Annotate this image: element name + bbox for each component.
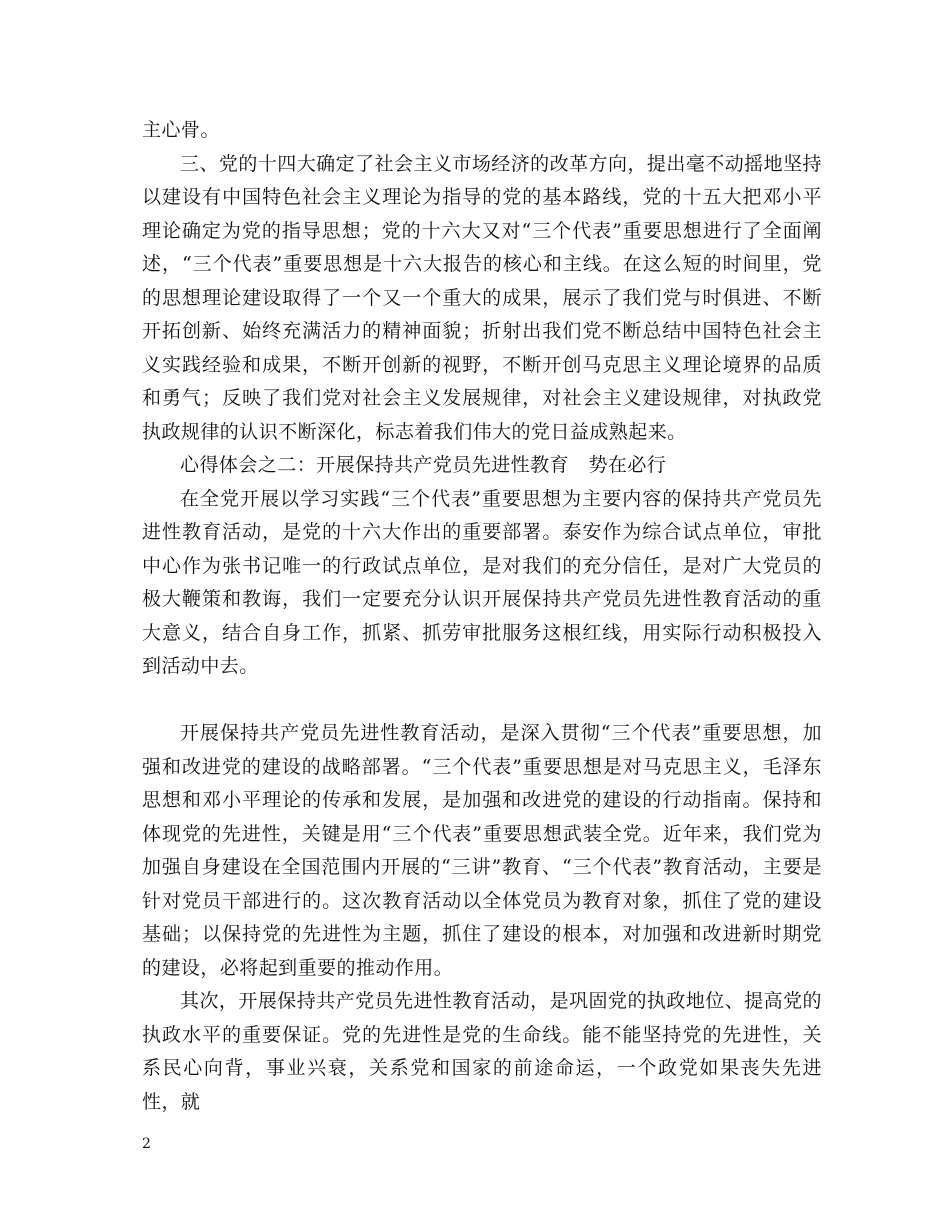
paragraph-continuation: 主心骨。 — [142, 119, 220, 141]
paragraph-section-three: 三、党的十四大确定了社会主义市场经济的改革方向，提出毫不动摇地坚持以建设有中国特色社会主义理论为指导的党的基本路线，党的十五大把邓小平理论确定为党的指导思想；党的十六大又对“三个代表”重要思想进行了全面阐述，“三个代表”重要思想是十六大报告的核心和主线。在这么短的时间里，党的思想理论建设取得了一个又一个重大的成果，展示了我们党与时俱进、不断开拓创新、始终充满活力的精神面貌；折射出我们党不断总结中国特色社会主义实践经验和成果，不断开创新的视野，不断开创马克思主义理论境界的品质和勇气；反映了我们党对社会主义发展规律，对社会主义建设规律，对执政党执政规律的认识不断深化，标志着我们伟大的党日益成熟起来。 — [142, 152, 822, 443]
paragraph-intro: 在全党开展以学习实践“三个代表”重要思想为主要内容的保持共产党员先进性教育活动，是党的十六大作出的重要部署。泰安作为综合试点单位，审批中心作为张书记唯一的行政试点单位，是对我们的充分信任，是对广大党员的极大鞭策和教诲，我们一定要充分认识开展保持共产党员先进性教育活动的重大意义，结合自身工作，抓紧、抓劳审批服务这根红线，用实际行动积极投入到活动中去。 — [142, 487, 822, 677]
paragraph-secondly: 其次，开展保持共产党员先进性教育活动，是巩固党的执政地位、提高党的执政水平的重要保证。党的先进性是党的生命线。能不能坚持党的先进性，关系民心向背，事业兴衰，关系党和国家的前途命运，一个政党如果丧失先进性，就 — [142, 990, 822, 1113]
page-number: 2 — [142, 1136, 151, 1152]
section-heading: 心得体会之二：开展保持共产党员先进性教育 势在必行 — [180, 454, 667, 476]
paragraph-spacer — [142, 684, 822, 718]
paragraph-strategic-deployment: 开展保持共产党员先进性教育活动，是深入贯彻“三个代表”重要思想，加强和改进党的建设的战略部署。“三个代表”重要思想是对马克思主义，毛泽东思想和邓小平理论的传承和发展，是加强和改进党的建设的行动指南。保持和体现党的先进性，关键是用“三个代表”重要思想武装全党。近年来，我们党为加强自身建设在全国范围内开展的“三讲”教育、“三个代表”教育活动，主要是针对党员干部进行的。这次教育活动以全体党员为教育对象，抓住了党的建设基础；以保持党的先进性为主题，抓住了建设的根本，对加强和改进新时期党的建设，必将起到重要的推动作用。 — [142, 722, 822, 979]
document-body — [142, 114, 822, 1119]
